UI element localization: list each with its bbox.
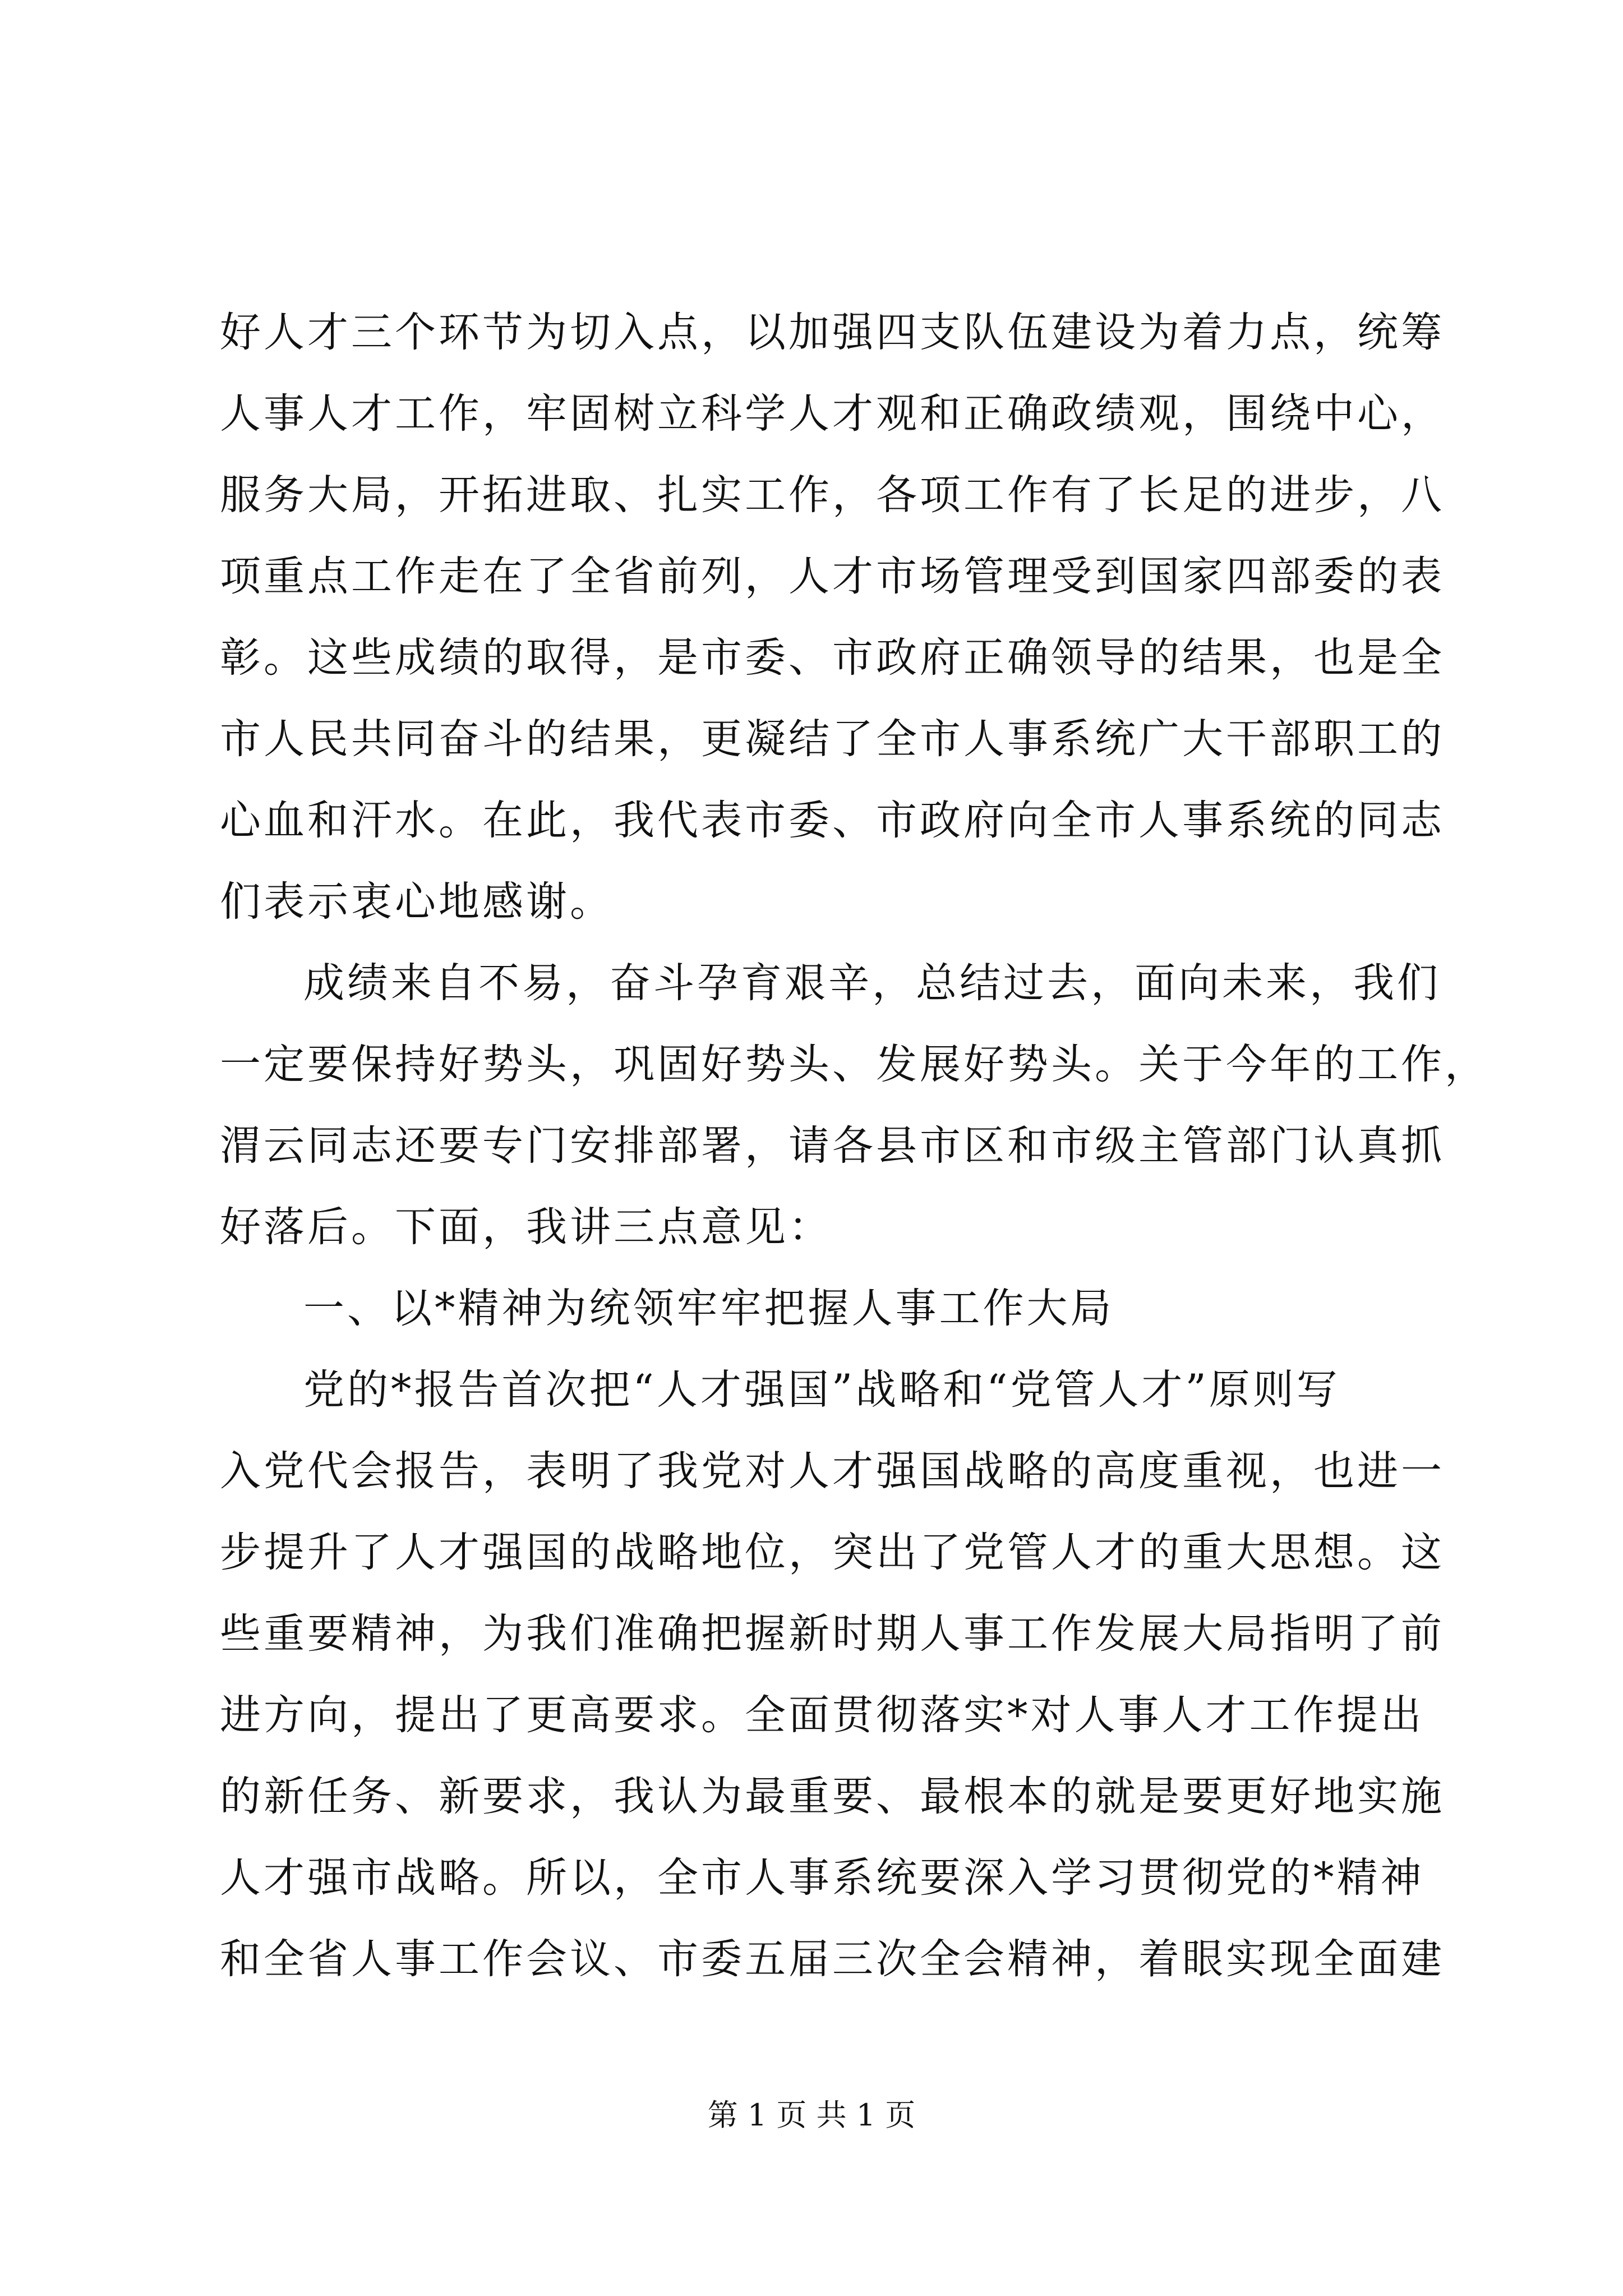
text-line: 们表示衷心地感谢。 (220, 878, 614, 926)
text-line: 进方向，提出了更高要求。全面贯彻落实*对人事人才工作提出 (220, 1691, 1424, 1739)
text-line: 些重要精神，为我们准确把握新时期人事工作发展大局指明了前 (220, 1610, 1445, 1658)
text-line: 市人民共同奋斗的结果，更凝结了全市人事系统广大干部职工的 (220, 715, 1445, 763)
text-line: 步提升了人才强国的战略地位，突出了党管人才的重大思想。这 (220, 1529, 1445, 1576)
section-heading: 一、以*精神为统领牢牢把握人事工作大局 (303, 1285, 1114, 1332)
page-footer: 第 1 页 共 1 页 (707, 2097, 916, 2133)
text-line: 彰。这些成绩的取得，是市委、市政府正确领导的结果，也是全 (220, 634, 1445, 682)
text-line: 服务大局，开拓进取、扎实工作，各项工作有了长足的进步，八 (220, 471, 1445, 519)
paragraph-first-line: 成绩来自不易，奋斗孕育艰辛，总结过去，面向未来，我们 (303, 959, 1441, 1007)
text-line: 一定要保持好势头，巩固好势头、发展好势头。关于今年的工作， (220, 1041, 1488, 1088)
text-line: 人事人才工作，牢固树立科学人才观和正确政绩观，围绕中心， (220, 390, 1445, 438)
paragraph-first-line: 党的*报告首次把“人才强国”战略和“党管人才”原则写 (303, 1366, 1340, 1414)
document-body (220, 292, 1488, 2000)
text-line: 心血和汗水。在此，我代表市委、市政府向全市人事系统的同志 (220, 797, 1445, 844)
text-line: 的新任务、新要求，我认为最重要、最根本的就是要更好地实施 (220, 1773, 1445, 1820)
text-line: 好人才三个环节为切入点，以加强四支队伍建设为着力点，统筹 (220, 309, 1445, 356)
text-line: 项重点工作走在了全省前列，人才市场管理受到国家四部委的表 (220, 553, 1445, 600)
text-line: 渭云同志还要专门安排部署，请各县市区和市级主管部门认真抓 (220, 1122, 1445, 1170)
text-line: 和全省人事工作会议、市委五届三次全会精神，着眼实现全面建 (220, 1935, 1445, 1983)
text-line: 好落后。下面，我讲三点意见： (220, 1203, 832, 1251)
text-line: 人才强市战略。所以，全市人事系统要深入学习贯彻党的*精神 (220, 1854, 1424, 1902)
text-line: 入党代会报告，表明了我党对人才强国战略的高度重视，也进一 (220, 1447, 1445, 1495)
